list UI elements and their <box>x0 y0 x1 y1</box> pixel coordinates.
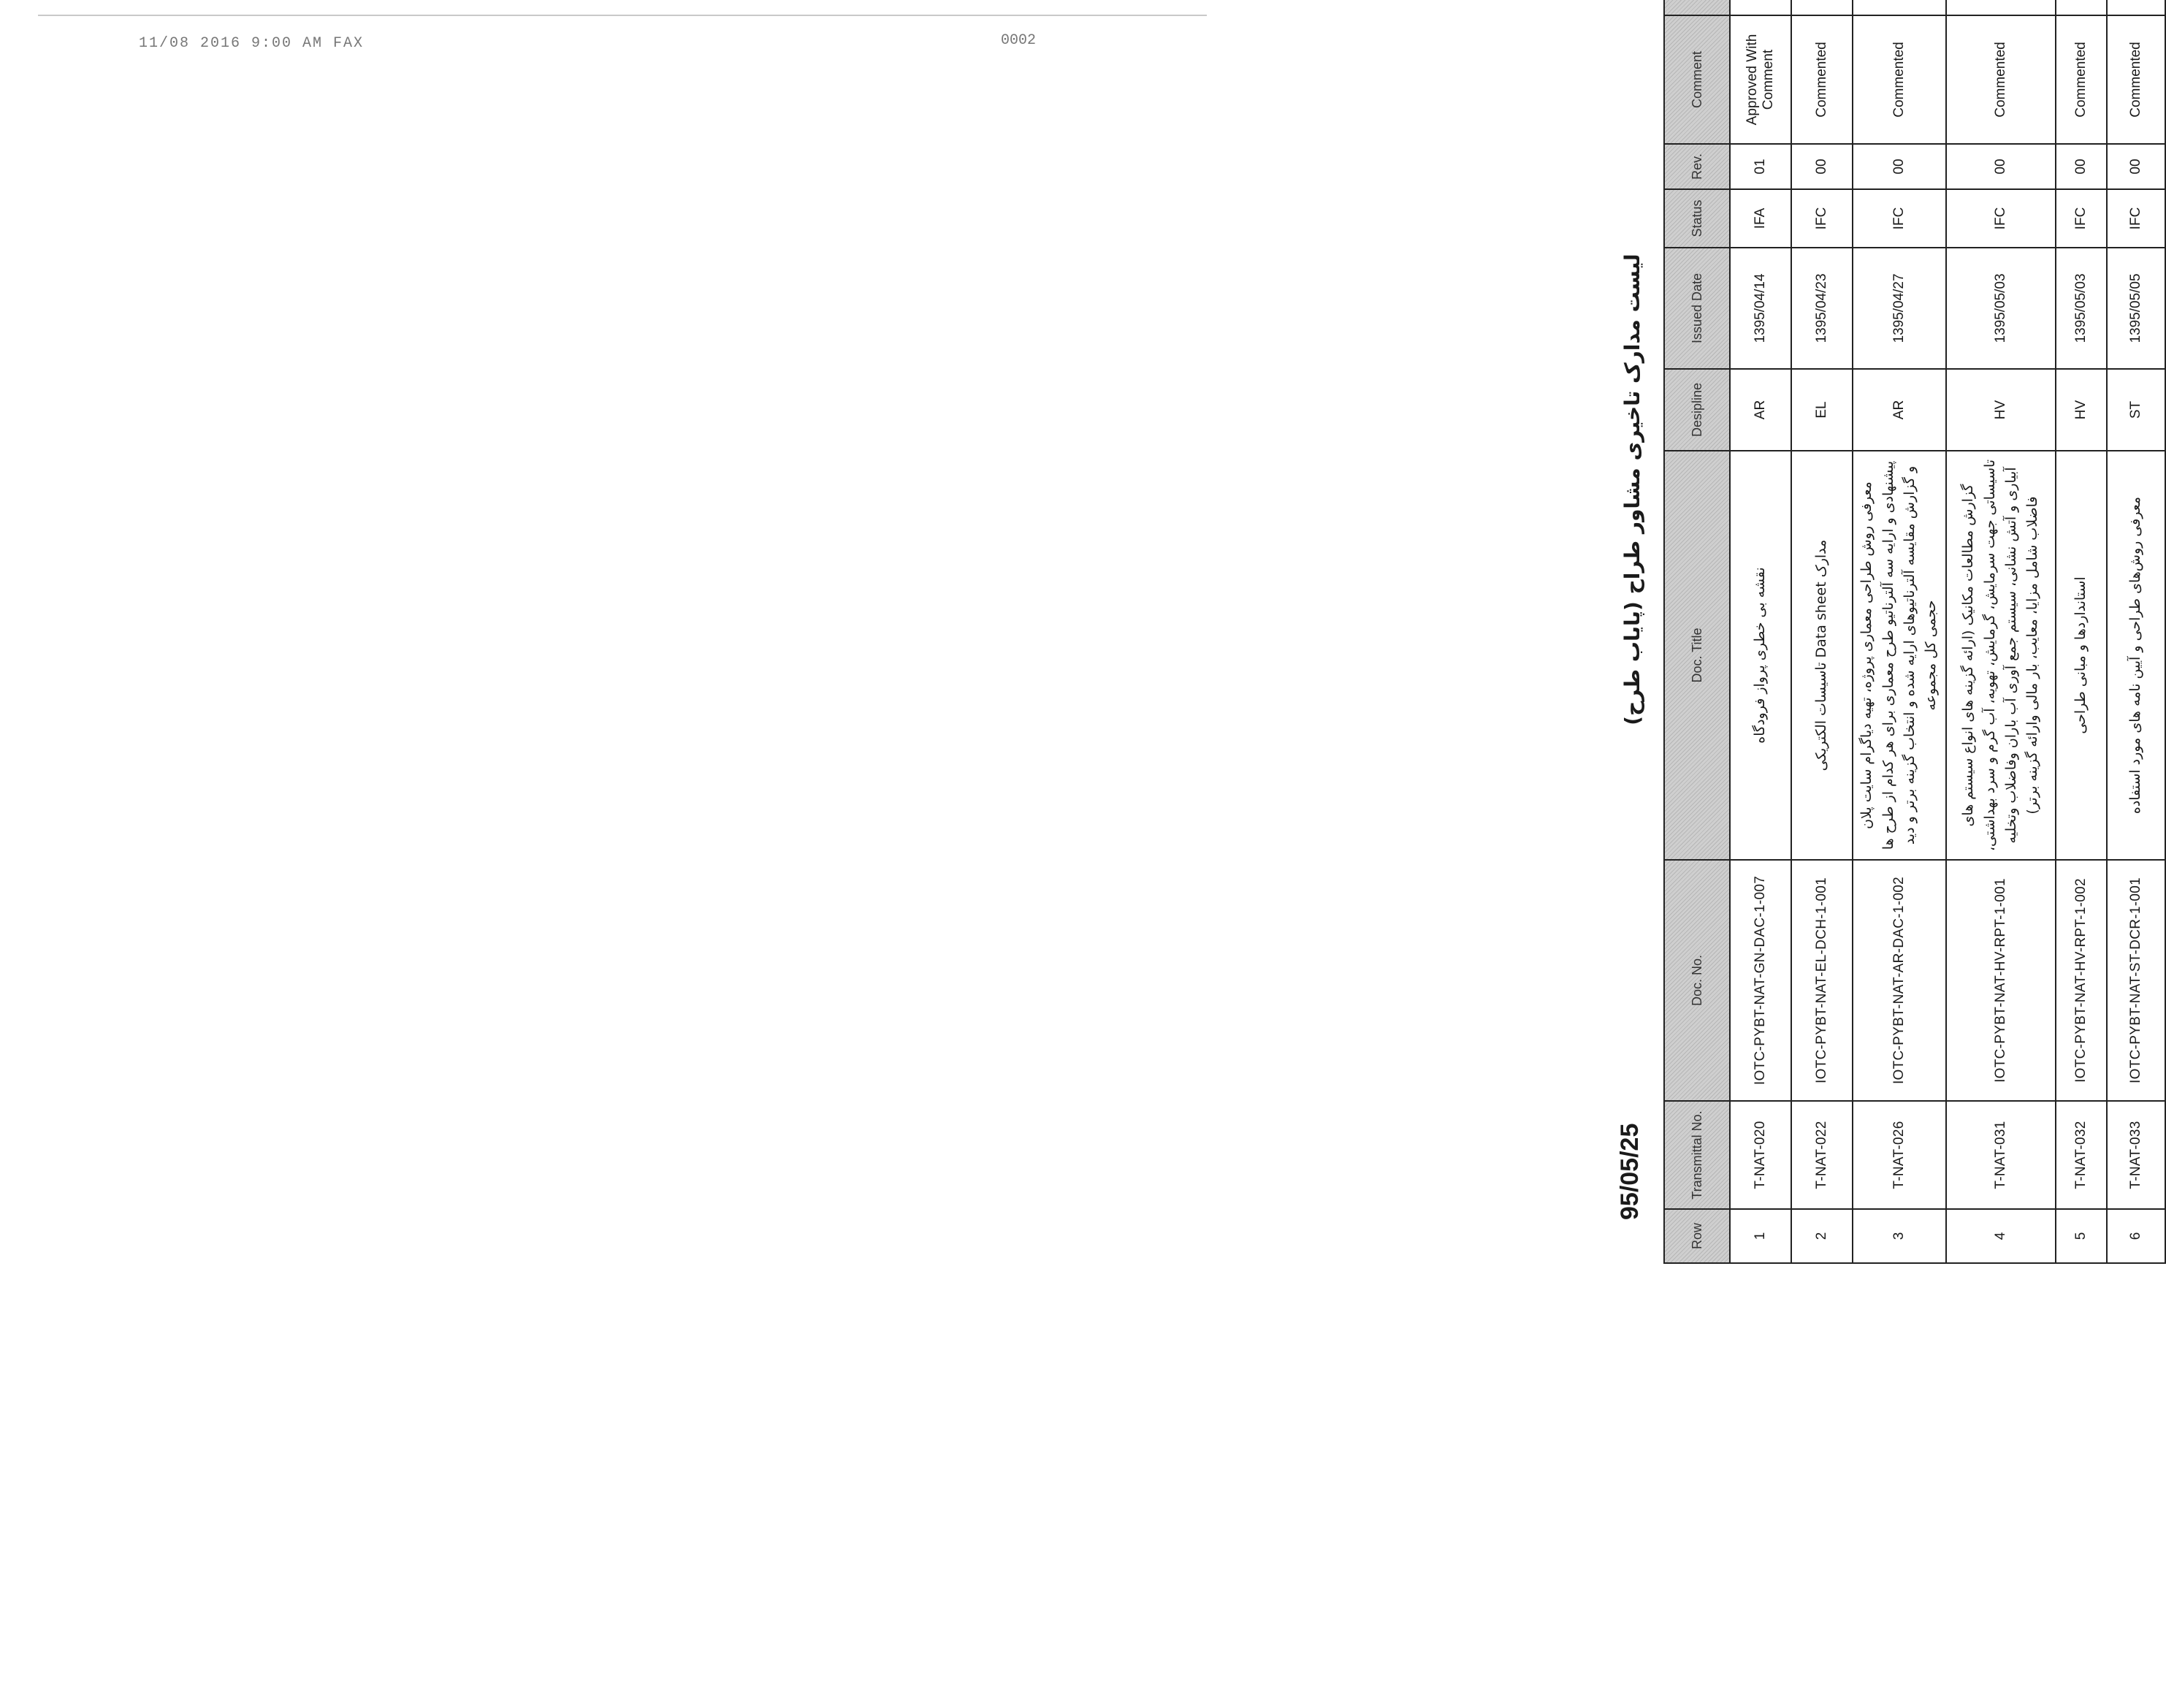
table-row <box>2107 0 2165 1263</box>
revision: 00 <box>1853 144 1946 189</box>
column-header: Comment <box>1664 15 1730 144</box>
comment: Commented <box>1791 15 1853 144</box>
row-number: 3 <box>1853 1209 1946 1263</box>
doc-title: معرفی روش طراحی معماری پروژه، تهیه دیاگرام سایت پلان پیشنهادی و ارایه سه آلترناتیو طرح معماری برای هر کدام از طرح ها و گزارش مقایسه آلترناتیوهای ارایه شده و انتخاب گزینه برتر و دید حجمی کل مجموعه <box>1853 451 1946 860</box>
column-header: Status <box>1664 189 1730 248</box>
transmittal-no: T-NAT-026 <box>1853 1101 1946 1209</box>
doc-title: مدارک Data sheet تاسیسات الکتریکی <box>1791 451 1853 860</box>
table-row <box>1730 0 1791 1263</box>
row-number: 4 <box>1946 1209 2056 1263</box>
doc-title: استانداردها و مبانی طراحی <box>2056 451 2107 860</box>
comment-date <box>1946 0 2056 15</box>
column-header: Doc. Title <box>1664 451 1730 860</box>
comment: Commented <box>2107 15 2165 144</box>
status: IFC <box>2107 189 2165 248</box>
revision: 00 <box>1791 144 1853 189</box>
transmittal-no: T-NAT-031 <box>1946 1101 2056 1209</box>
comment-date <box>2107 0 2165 15</box>
transmittal-no: T-NAT-032 <box>2056 1101 2107 1209</box>
table-row <box>1946 0 2056 1263</box>
revision: 01 <box>1730 144 1791 189</box>
transmittal-no: T-NAT-020 <box>1730 1101 1791 1209</box>
doc-title: نقشه بی خطری پرواز فرودگاه <box>1730 451 1791 860</box>
row-number: 5 <box>2056 1209 2107 1263</box>
table-header-row <box>1664 0 1730 1263</box>
issued-date: 1395/04/23 <box>1791 248 1853 369</box>
column-header: Desipline <box>1664 369 1730 451</box>
doc-no: IOTC-PYBT-NAT-EL-DCH-1-001 <box>1791 860 1853 1101</box>
fax-page-number: 0002 <box>1001 32 1037 49</box>
row-number: 1 <box>1730 1209 1791 1263</box>
status: IFC <box>1791 189 1853 248</box>
table-row <box>2056 0 2107 1263</box>
issued-date: 1395/04/27 <box>1853 248 1946 369</box>
transmittal-table <box>1663 0 2166 1264</box>
table-row <box>1853 0 1946 1263</box>
revision: 00 <box>2056 144 2107 189</box>
document-title: لیست مدارک تاخیری مشاور طراح (پایاب طرح) <box>1620 253 1644 725</box>
scan-top-edge <box>38 15 1207 16</box>
status: IFC <box>1946 189 2056 248</box>
issued-date: 1395/05/03 <box>1946 248 2056 369</box>
column-header: Doc. No. <box>1664 860 1730 1101</box>
comment-date <box>1791 0 1853 15</box>
revision: 00 <box>1946 144 2056 189</box>
issued-date: 1395/05/05 <box>2107 248 2165 369</box>
doc-no: IOTC-PYBT-NAT-GN-DAC-1-007 <box>1730 860 1791 1101</box>
transmittal-no: T-NAT-022 <box>1791 1101 1853 1209</box>
comment-date <box>1853 0 1946 15</box>
doc-no: IOTC-PYBT-NAT-AR-DAC-1-002 <box>1853 860 1946 1101</box>
column-header: Row <box>1664 1209 1730 1263</box>
column-header: Transmittal No. <box>1664 1101 1730 1209</box>
status: IFC <box>2056 189 2107 248</box>
discipline: HV <box>2056 369 2107 451</box>
discipline: HV <box>1946 369 2056 451</box>
issued-date: 1395/05/03 <box>2056 248 2107 369</box>
issued-date: 1395/04/14 <box>1730 248 1791 369</box>
doc-no: IOTC-PYBT-NAT-ST-DCR-1-001 <box>2107 860 2165 1101</box>
status: IFA <box>1730 189 1791 248</box>
row-number: 6 <box>2107 1209 2165 1263</box>
comment: Commented <box>1946 15 2056 144</box>
doc-title: گزارش مطالعات مکانیک (ارائه گزینه های انواع سیستم های تاسیساتی جهت سرمایش، گرمایش، تهویه، آب گرم و سرد بهداشتی، آبیاری و آتش نشانی، سیستم جمع آوری آب باران وفاضلاب وتخلیه فاضلاب شامل مزایا، معایب، بار مالی وارائه گزینه برتر) <box>1946 451 2056 860</box>
transmittal-no: T-NAT-033 <box>2107 1101 2165 1209</box>
fax-header: 11/08 2016 9:00 AM FAX <box>139 35 365 52</box>
doc-no: IOTC-PYBT-NAT-HV-RPT-1-001 <box>1946 860 2056 1101</box>
status: IFC <box>1853 189 1946 248</box>
discipline: AR <box>1730 369 1791 451</box>
doc-no: IOTC-PYBT-NAT-HV-RPT-1-002 <box>2056 860 2107 1101</box>
comment-date <box>1730 0 1791 15</box>
discipline: ST <box>2107 369 2165 451</box>
column-header <box>1664 0 1730 15</box>
doc-title: معرفی روش‌های طراحی و آیین نامه های مورد استفاده <box>2107 451 2165 860</box>
table-row <box>1791 0 1853 1263</box>
discipline: EL <box>1791 369 1853 451</box>
rotated-document-sheet <box>1616 0 2144 1264</box>
comment-date <box>2056 0 2107 15</box>
row-number: 2 <box>1791 1209 1853 1263</box>
column-header: Issued Date <box>1664 248 1730 369</box>
revision: 00 <box>2107 144 2165 189</box>
comment: Commented <box>1853 15 1946 144</box>
comment: Approved With Comment <box>1730 15 1791 144</box>
column-header: Rev. <box>1664 144 1730 189</box>
date-mark: 95/05/25 <box>1616 1123 1644 1220</box>
discipline: AR <box>1853 369 1946 451</box>
comment: Commented <box>2056 15 2107 144</box>
